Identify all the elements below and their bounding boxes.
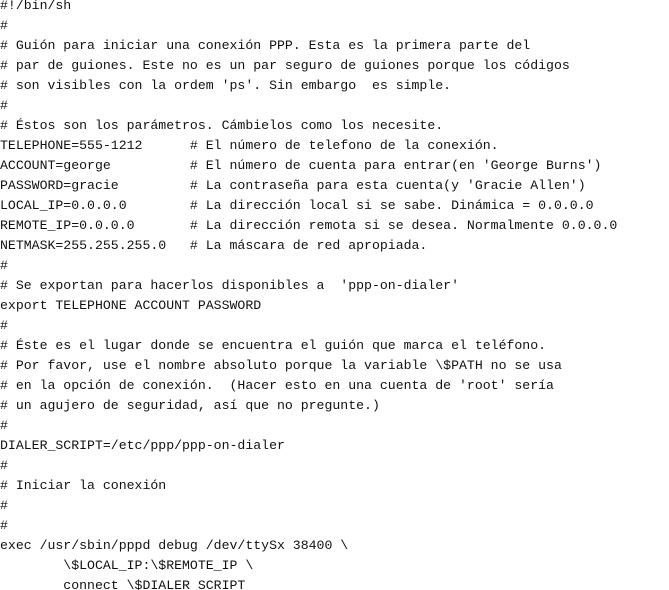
code-line-comment: # Iniciar la conexión bbox=[0, 478, 167, 493]
code-line-shebang: #!/bin/sh bbox=[0, 0, 72, 13]
code-line-exec: exec /usr/sbin/pppd debug /dev/ttySx 38400 \ bbox=[0, 538, 349, 553]
code-line-password: PASSWORD=gracie # La contraseña para esta cuenta(y 'Gracie Allen') bbox=[0, 178, 586, 193]
code-line-comment: # bbox=[0, 518, 8, 533]
code-line-local-ip: LOCAL_IP=0.0.0.0 # La dirección local si se sabe. Dinámica = 0.0.0.0 bbox=[0, 198, 594, 213]
code-line-comment: # en la opción de conexión. (Hacer esto en una cuenta de 'root' sería bbox=[0, 378, 554, 393]
code-line-account: ACCOUNT=george # El número de cuenta para entrar(en 'George Burns') bbox=[0, 158, 602, 173]
code-line-telephone: TELEPHONE=555-1212 # El número de telefono de la conexión. bbox=[0, 138, 499, 153]
code-line-comment: # bbox=[0, 98, 8, 113]
code-line-comment: # Guión para iniciar una conexión PPP. Esta es la primera parte del bbox=[0, 38, 531, 53]
code-line-comment: # Se exportan para hacerlos disponibles a 'ppp-on-dialer' bbox=[0, 278, 459, 293]
code-line-comment: # son visibles con la ordem 'ps'. Sin embargo es simple. bbox=[0, 78, 452, 93]
code-line-remote-ip: REMOTE_IP=0.0.0.0 # La dirección remota si se desea. Normalmente 0.0.0.0 bbox=[0, 218, 618, 233]
code-line-comment: # bbox=[0, 318, 8, 333]
code-line-dialer-script: DIALER_SCRIPT=/etc/ppp/ppp-on-dialer bbox=[0, 438, 285, 453]
code-line-export: export TELEPHONE ACCOUNT PASSWORD bbox=[0, 298, 262, 313]
code-line-comment: # Por favor, use el nombre absoluto porque la variable \$PATH no se usa bbox=[0, 358, 562, 373]
code-line-netmask: NETMASK=255.255.255.0 # La máscara de red apropiada. bbox=[0, 238, 428, 253]
code-line-comment: # par de guiones. Este no es un par seguro de guiones porque los códigos bbox=[0, 58, 570, 73]
code-line-comment: # bbox=[0, 18, 8, 33]
code-line-comment: # Éste es el lugar donde se encuentra el guión que marca el teléfono. bbox=[0, 338, 547, 353]
code-line-comment: # bbox=[0, 458, 8, 473]
code-line-exec-args: \$LOCAL_IP:\$REMOTE_IP \ bbox=[0, 558, 254, 573]
code-line-comment: # bbox=[0, 418, 8, 433]
code-line-comment: # un agujero de seguridad, así que no pregunte.) bbox=[0, 398, 380, 413]
code-line-exec-connect: connect \$DIALER_SCRIPT bbox=[0, 578, 246, 590]
code-line-comment: # bbox=[0, 498, 8, 513]
code-line-comment: # bbox=[0, 258, 8, 273]
code-line-comment: # Éstos son los parámetros. Cámbielos como los necesite. bbox=[0, 118, 444, 133]
